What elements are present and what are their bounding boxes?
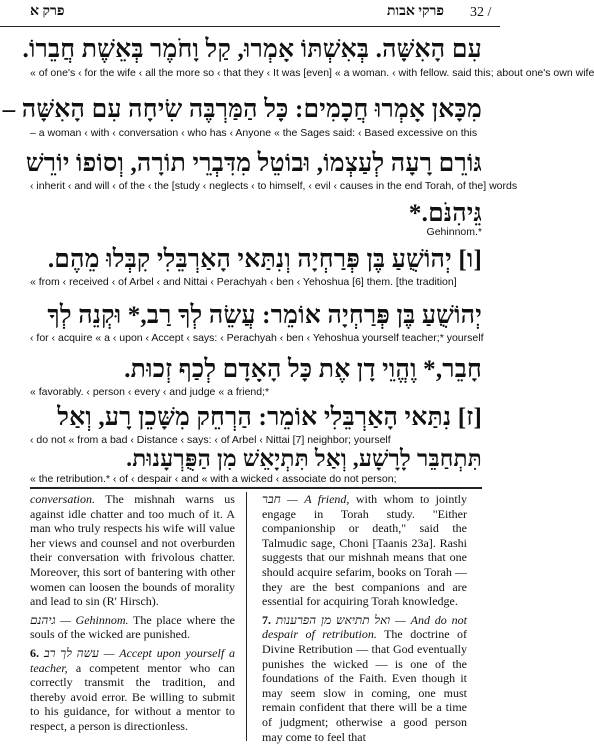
commentary-paragraph <box>262 613 467 744</box>
gloss-line-5: « from ‹ received ‹ of Arbel ‹ and Nittai ‹ Perachyah ‹ ben ‹ Yehoshua [6] them. [the tradition] <box>30 276 457 288</box>
commentary-text: The place where the souls of the wicked are punished. <box>30 612 235 642</box>
commentary-lemma: חבר — A friend, <box>262 492 350 506</box>
commentary-paragraph <box>30 613 235 642</box>
gloss-line-1: « of one's ‹ for the wife ‹ all the more so ‹ that they ‹ It was [even] « a woman. ‹ with fellow. said this; about one's own wife <box>30 67 594 79</box>
chapter-label: פרק א <box>30 4 65 19</box>
gloss-line-2: – a woman ‹ with ‹ conversation ‹ who has ‹ Anyone « the Sages said: ‹ Based excessive on this <box>30 127 478 139</box>
page-number: 32 / <box>470 5 492 20</box>
commentary-lemma: גיהנם — Gehinnom. <box>30 612 129 627</box>
hebrew-line-1: עִם הָאִשָּׁה. בְּאִשְׁתּוֹ אָמְרוּ, קַל וָחֹמֶר בְּאֵשֶׁת חֲבֵרוֹ. <box>22 36 482 63</box>
page-header <box>0 0 500 27</box>
commentary-paragraph <box>262 492 467 609</box>
gloss-line-4: Gehinnom.* <box>426 226 482 238</box>
commentary-number: 6. <box>30 645 39 660</box>
gloss-line-7: « favorably. ‹ person ‹ every ‹ and judge « a friend;* <box>30 386 270 398</box>
gloss-line-6: ‹ for ‹ acquire « a ‹ upon ‹ Accept ‹ says: ‹ Perachyah ‹ ben ‹ Yehoshua yourself teacher;* yourself <box>30 332 484 344</box>
hebrew-line-8: [ז] נִתַּאי הָאַרְבֵּלִי אוֹמֵר: הַרְחֵק מִשָּׁכֵן רָע, וְאַל <box>57 404 482 431</box>
commentary-right-column <box>262 492 467 748</box>
commentary-paragraph <box>30 492 235 609</box>
commentary-text: The mishnah warns us against idle chatter and too much of it. A man who truly respects his wife will value her views and counsel and not overburden their conversation with frivolous chatter. Moreover, this sort of bantering with other women can loosen the bounds of morality and lead to sin (R' Hirsch). <box>30 492 235 609</box>
commentary-text: with whom to jointly engage in Torah study. "Either companionship or death," said the Talmudic sage, Choni [Taanis 23a]. Rashi suggests that our mishnah means that one should acquire sefarim, books on Torah — they are the best companions and are essential for acquiring Torah knowledge. <box>262 492 468 609</box>
commentary-left-column <box>30 492 235 738</box>
commentary-number: 7. <box>262 612 271 627</box>
gloss-line-9: « the retribution.* ‹ of ‹ despair ‹ and « with a wicked ‹ associate do not person; <box>30 473 397 485</box>
hebrew-line-5: [ו] יְהוֹשֻׁעַ בֶּן פְּרַחְיָה וְנִתַּאי הָאַרְבֵּלִי קִבְּלוּ מֵהֶם. <box>47 246 482 273</box>
commentary-lemma: conversation. <box>30 492 95 506</box>
hebrew-line-6: יְהוֹשֻׁעַ בֶּן פְּרַחְיָה אוֹמֵר: עֲשֵׂה לְךָ רַב,* וּקְנֵה לְךָ <box>47 302 482 329</box>
hebrew-line-3: גּוֹרֵם רָעָה לְעַצְמוֹ, וּבוֹטֵל מִדִּבְרֵי תוֹרָה, וְסוֹפוֹ יוֹרֵשׁ <box>25 150 482 177</box>
book-title: פרקי אבות <box>387 4 445 19</box>
commentary-paragraph <box>30 646 235 734</box>
commentary-lemma: עשה לך רב — Accept upon yourself a teacher, <box>30 645 235 675</box>
hebrew-line-2: מִכָּאן אָמְרוּ חֲכָמִים: כָּל הַמַּרְבֶּה שִׂיחָה עִם הָאִשָּׁה – <box>2 96 482 123</box>
hebrew-line-7: חָבֵר,* וֶהֱוֵי דָן אֶת כָּל הָאָדָם לְכַף זְכוּת. <box>124 356 482 383</box>
commentary-text: The doctrine of Divine Retribution — that God eventually punishes the wicked — is one of the foundations of the Faith. Even though it may seem slow in coming, one must remain confident that there will be a time of judgment; otherwise a good person may come to feel that <box>262 627 467 744</box>
hebrew-line-9: תִּתְחַבֵּר לָרָשָׁע, וְאַל תִּתְיָאֵשׁ מִן הַפֻּרְעָנוּת. <box>126 446 482 471</box>
gloss-line-8: ‹ do not « from a bad ‹ Distance ‹ says: ‹ of Arbel ‹ Nittai [7] neighbor; yourself <box>30 434 391 446</box>
commentary-text: a competent mentor who can correctly transmit the tradition, and thereby avoid error. Be willing to submit to his guidance, for without a mentor to respect, a person is directionless. <box>30 660 236 733</box>
commentary-divider <box>30 487 482 489</box>
hebrew-line-4: גֵּיהִנֹּם.* <box>408 200 482 227</box>
commentary-lemma: ואל תתיאש מן הפרענות — And do not despair of retribution. <box>262 612 467 642</box>
column-rule <box>246 492 247 741</box>
gloss-line-3: ‹ inherit ‹ and will ‹ of the ‹ the [study ‹ neglects ‹ to himself, ‹ evil ‹ causes in the end Torah, of the] words <box>30 180 518 192</box>
